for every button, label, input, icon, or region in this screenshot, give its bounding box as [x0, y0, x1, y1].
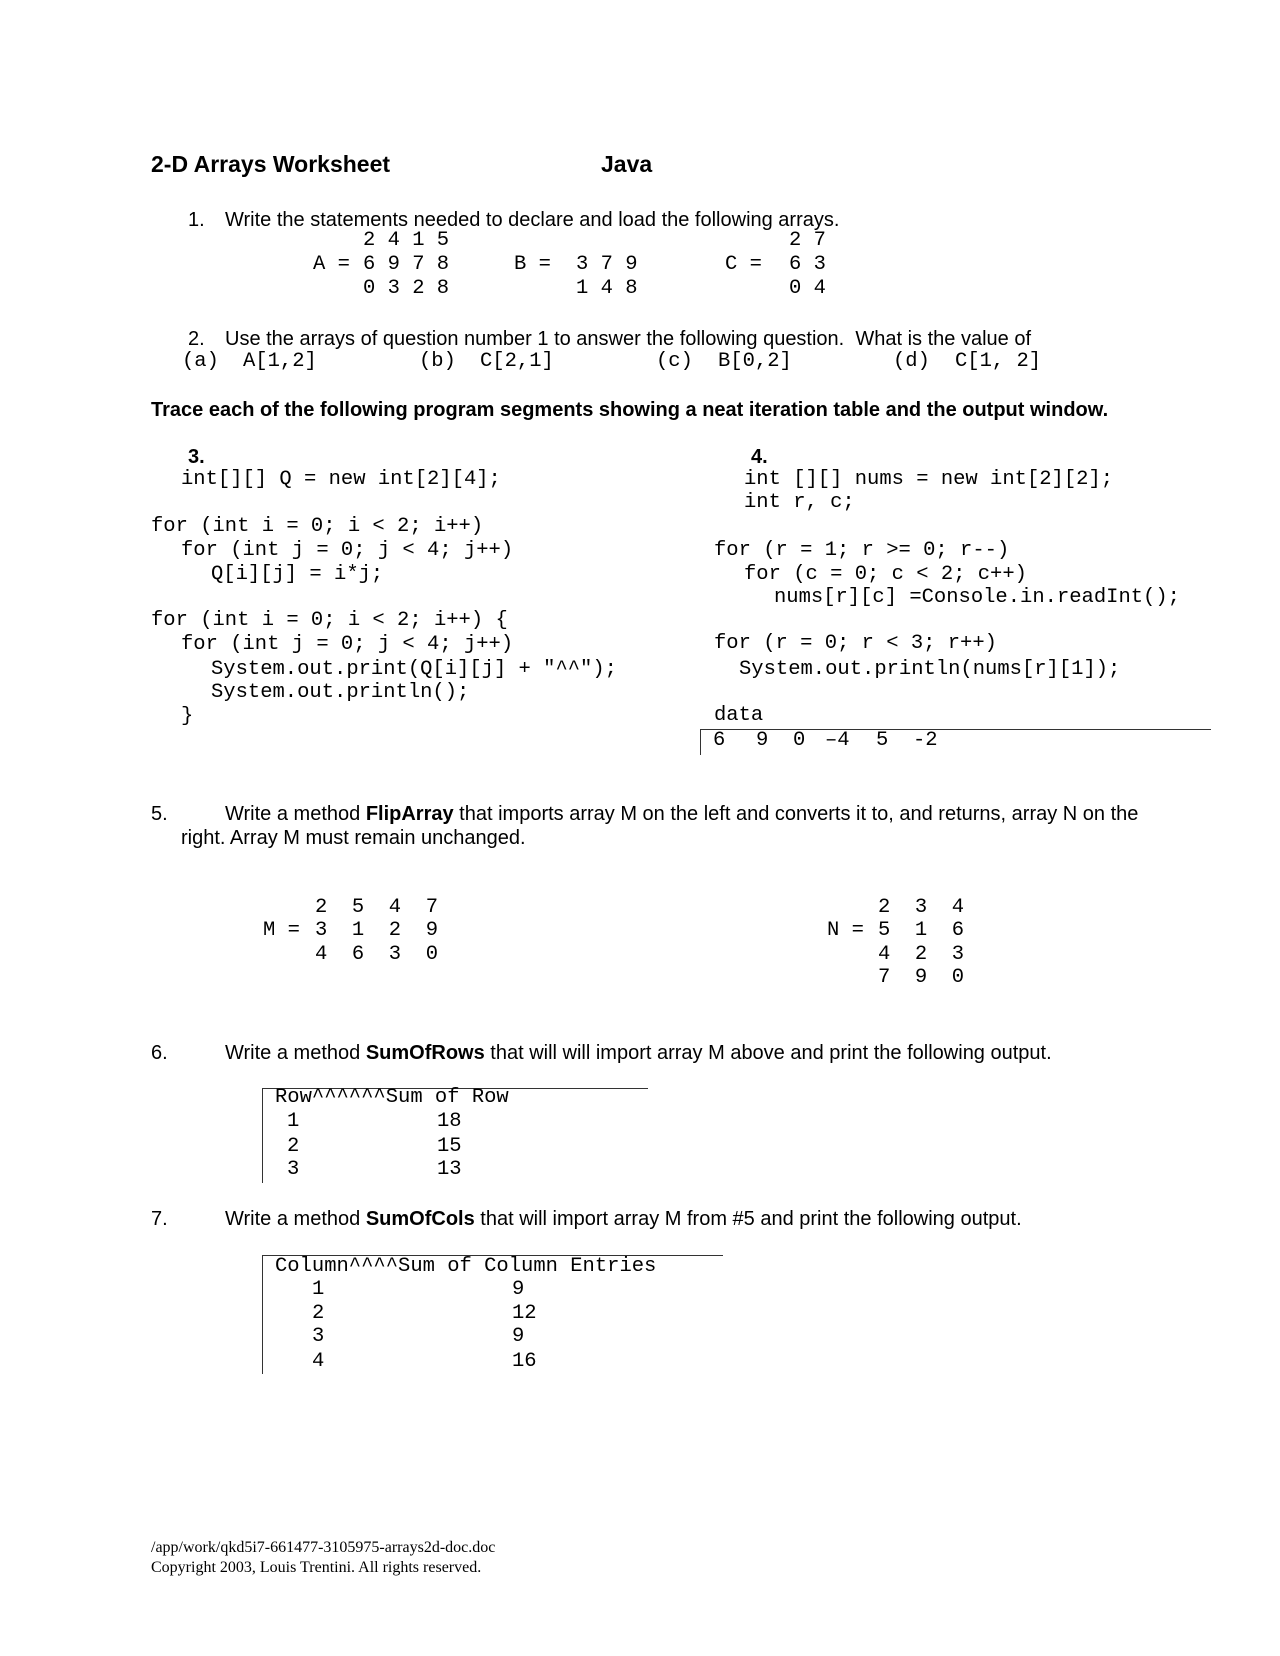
col-number: 2	[312, 1302, 325, 1325]
row-number: 3	[287, 1158, 300, 1181]
matrix-n-row: 5 1 6	[878, 919, 965, 942]
q5-text	[225, 802, 1138, 826]
q5-method-name: FlipArray	[365, 803, 454, 825]
q2-part-c-expr: B[0,2]	[718, 350, 792, 373]
q7-number: 7.	[151, 1208, 168, 1230]
matrix-n-row: 4 2 3	[878, 943, 965, 966]
row-sum-header: Row^^^^^^Sum of Row	[275, 1086, 509, 1109]
q3-code-line: int[][] Q = new int[2][4];	[181, 468, 501, 491]
q3-code-line: System.out.print(Q[i][j] + "^^");	[211, 658, 617, 681]
q7-text	[225, 1207, 1022, 1231]
col-sum-output-left-rule	[262, 1255, 263, 1374]
data-table-top-rule	[700, 729, 1211, 730]
worksheet-subject: Java	[601, 151, 653, 177]
col-sum: 9	[512, 1278, 525, 1301]
q4-code-line: for (c = 0; c < 2; c++)	[744, 563, 1027, 586]
q6-number: 6.	[151, 1042, 168, 1064]
q2-part-d-expr: C[1, 2]	[955, 350, 1042, 373]
data-value: -2	[913, 729, 938, 752]
q4-code-line: int r, c;	[744, 491, 855, 514]
col-sum: 12	[512, 1302, 537, 1325]
q4-code-line: int [][] nums = new int[2][2];	[744, 468, 1114, 491]
q5-text-line2: right. Array M must remain unchanged.	[181, 827, 526, 849]
matrix-n-row: 7 9 0	[878, 966, 965, 989]
col-number: 3	[312, 1325, 325, 1348]
matrix-m-row: 3 1 2 9	[315, 919, 439, 942]
q3-code-line: System.out.println();	[211, 681, 470, 704]
q1-text: Write the statements needed to declare and load the following arrays.	[225, 209, 840, 231]
matrix-n-row: 2 3 4	[878, 896, 965, 919]
q2-part-b-label: (b)	[419, 350, 456, 373]
data-value: 9	[756, 729, 769, 752]
q6-text-before: Write a method	[225, 1042, 366, 1064]
row-sum: 13	[437, 1158, 462, 1181]
q6-text-after: that will will import array M above and print the following output.	[484, 1042, 1052, 1064]
data-value: 5	[876, 729, 889, 752]
array-c-label: C =	[725, 253, 762, 276]
q3-code-line: for (int j = 0; j < 4; j++)	[181, 539, 514, 562]
data-label: data	[714, 704, 764, 727]
q7-text-before: Write a method	[225, 1208, 366, 1230]
col-number: 4	[312, 1350, 325, 1373]
matrix-m-label: M =	[263, 919, 300, 942]
footer-copyright: Copyright 2003, Louis Trentini. All rights reserved.	[151, 1559, 482, 1576]
q2-part-d-label: (d)	[893, 350, 930, 373]
array-c-row: 2 7	[789, 229, 826, 252]
q2-part-b-expr: C[2,1]	[480, 350, 554, 373]
q5-number: 5.	[151, 803, 168, 825]
array-b-row: 1 4 8	[576, 277, 638, 300]
row-number: 1	[287, 1110, 300, 1133]
q4-code-line: for (r = 0; r < 3; r++)	[714, 632, 997, 655]
q5-text-after: that imports array M on the left and converts it to, and returns, array N on the	[453, 803, 1139, 825]
array-a-label: A =	[313, 253, 350, 276]
q6-text	[225, 1041, 1052, 1065]
q3-number: 3.	[188, 446, 205, 468]
col-sum-header: Column^^^^Sum of Column Entries	[275, 1255, 657, 1278]
matrix-m-row: 2 5 4 7	[315, 896, 439, 919]
col-sum: 9	[512, 1325, 525, 1348]
data-value: –4	[825, 729, 850, 752]
q4-code-line: for (r = 1; r >= 0; r--)	[714, 539, 1010, 562]
q4-code-line: nums[r][c] =Console.in.readInt();	[774, 586, 1180, 609]
data-table-left-rule	[700, 729, 701, 755]
array-b-row: 3 7 9	[576, 253, 638, 276]
array-a-row: 0 3 2 8	[363, 277, 450, 300]
q4-code-line: System.out.println(nums[r][1]);	[739, 658, 1121, 681]
array-b-label: B =	[514, 253, 551, 276]
q3-code-line: Q[i][j] = i*j;	[211, 563, 384, 586]
q3-code-line: }	[181, 705, 194, 728]
trace-instruction: Trace each of the following program segments showing a neat iteration table and the output window.	[151, 399, 1109, 421]
array-c-row: 6 3	[789, 253, 826, 276]
data-value: 0	[793, 729, 806, 752]
q2-text: Use the arrays of question number 1 to answer the following question. What is the value of	[225, 328, 1031, 350]
array-c-row: 0 4	[789, 277, 826, 300]
data-value: 6	[713, 729, 726, 752]
row-sum: 18	[437, 1110, 462, 1133]
q5-text-before: Write a method	[225, 803, 366, 825]
array-a-row: 2 4 1 5	[363, 229, 450, 252]
footer-file-path: /app/work/qkd5i7-661477-3105975-arrays2d-doc.doc	[151, 1539, 496, 1556]
q2-part-a-expr: A[1,2]	[243, 350, 317, 373]
q7-text-after: that will import array M from #5 and print the following output.	[474, 1208, 1022, 1230]
q3-code-line: for (int j = 0; j < 4; j++)	[181, 633, 514, 656]
worksheet-title: 2-D Arrays Worksheet	[151, 151, 391, 177]
q7-method-name: SumOfCols	[365, 1208, 475, 1230]
q2-part-c-label: (c)	[656, 350, 693, 373]
row-sum-output-left-rule	[262, 1088, 263, 1183]
col-sum: 16	[512, 1350, 537, 1373]
col-number: 1	[312, 1278, 325, 1301]
matrix-m-row: 4 6 3 0	[315, 943, 439, 966]
row-sum: 15	[437, 1135, 462, 1158]
q2-part-a-label: (a)	[182, 350, 219, 373]
q2-number: 2.	[188, 328, 205, 350]
q3-code-line: for (int i = 0; i < 2; i++) {	[151, 609, 508, 632]
q4-number: 4.	[751, 446, 768, 468]
q1-number: 1.	[188, 209, 205, 231]
matrix-n-label: N =	[827, 919, 864, 942]
q6-method-name: SumOfRows	[365, 1042, 485, 1064]
row-number: 2	[287, 1135, 300, 1158]
array-a-row: 6 9 7 8	[363, 253, 450, 276]
q3-code-line: for (int i = 0; i < 2; i++)	[151, 515, 484, 538]
